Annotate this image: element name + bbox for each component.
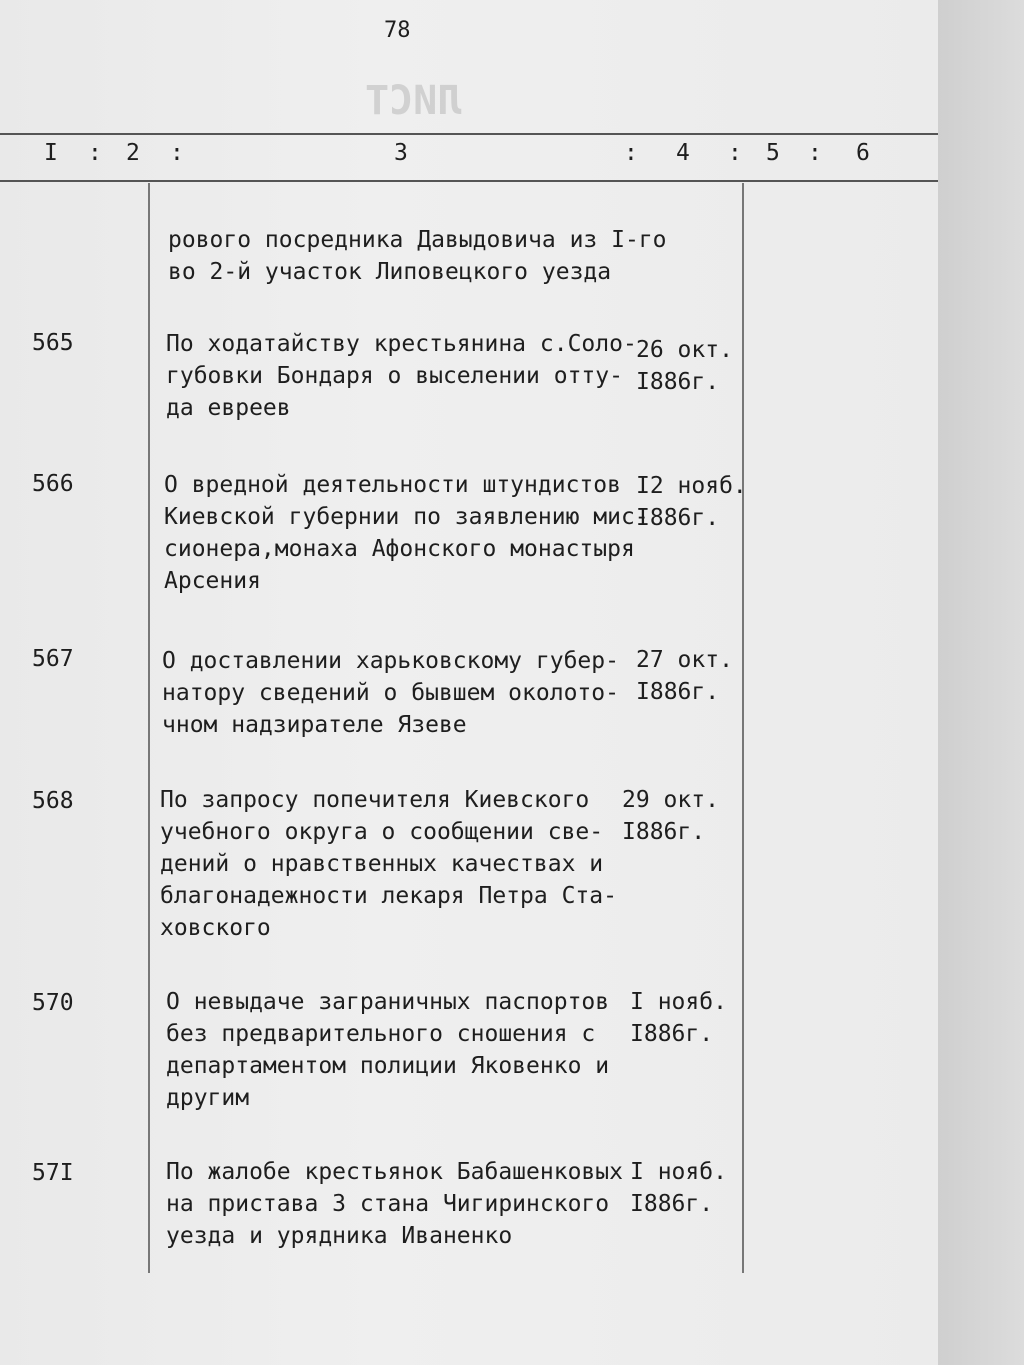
column-separator: : <box>88 140 104 166</box>
column-number-1: I <box>44 140 60 166</box>
continuation-text: рового посредника Давыдовича из I-го во 2-й участок Липовецкого уезда <box>168 227 667 285</box>
column-divider <box>742 183 744 1273</box>
entry-title: По запросу попечителя Киевского учебного округа о сообщении све- дений о нравственных качествах и благонадежности лекаря Петра Ста- ховского <box>160 787 617 941</box>
entry-number: 566 <box>32 471 74 497</box>
column-separator: : <box>170 140 186 166</box>
entry-date: 29 окт. I886г. <box>622 787 719 845</box>
entry-title: О доставлении харьковскому губер- натору сведений о бывшем околото- чном надзирателе Язеве <box>162 648 619 738</box>
header-top-rule <box>0 133 940 135</box>
entry-date: I нояб. I886г. <box>630 989 727 1047</box>
page-edge <box>938 0 1024 1365</box>
column-number-2: 2 <box>126 140 142 166</box>
entry-number: 567 <box>32 646 74 672</box>
bleed-through-text: ЛИСТ <box>365 78 462 124</box>
entry-number: 565 <box>32 330 74 356</box>
column-divider <box>148 183 150 1273</box>
entry-title: По жалобе крестьянок Бабашенковых на пристава 3 стана Чигиринского уезда и урядника Иваненко <box>166 1159 623 1249</box>
entry-title: По ходатайству крестьянина с.Соло- губовки Бондаря о выселении отту- да евреев <box>166 331 637 421</box>
column-separator: : <box>808 140 824 166</box>
entry-date: 27 окт. I886г. <box>636 647 733 705</box>
entry-title: О вредной деятельности штундистов Киевской губернии по заявлению мис- сионера,монаха Афонского монастыря Арсения <box>164 472 649 594</box>
column-number-3: 3 <box>394 140 410 166</box>
column-separator: : <box>624 140 640 166</box>
entry-number: 57I <box>32 1160 74 1186</box>
entry-date: I2 нояб. I886г. <box>636 473 747 531</box>
entry-number: 568 <box>32 788 74 814</box>
column-number-5: 5 <box>766 140 782 166</box>
entry-title: О невыдаче заграничных паспортов без предварительного сношения с департаментом полиции Яковенко и другим <box>166 989 610 1111</box>
page-number: 78 <box>384 18 411 43</box>
header-bottom-rule <box>0 180 940 182</box>
entry-number: 570 <box>32 990 74 1016</box>
entry-date: I нояб. I886г. <box>630 1159 727 1217</box>
column-number-4: 4 <box>676 140 692 166</box>
entry-date: 26 окт. I886г. <box>636 337 733 395</box>
column-separator: : <box>728 140 744 166</box>
column-number-6: 6 <box>856 140 872 166</box>
